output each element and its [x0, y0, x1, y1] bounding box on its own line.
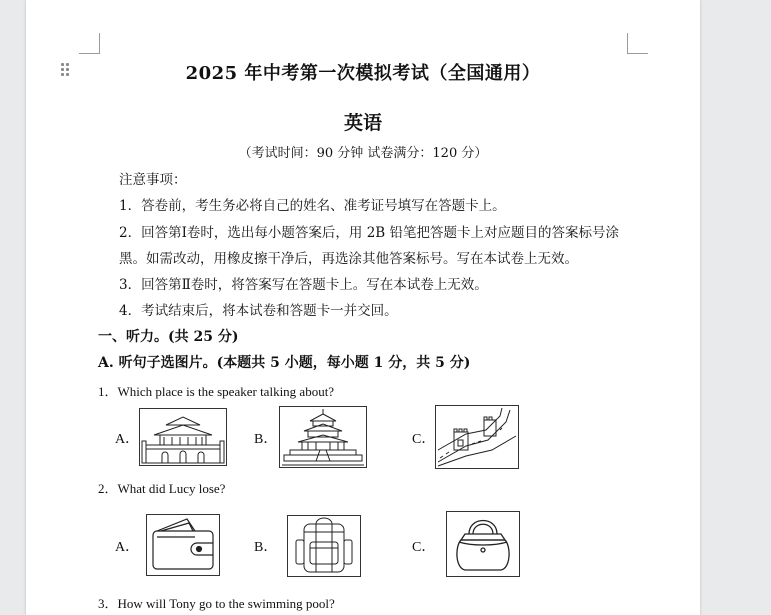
- notice-item-2: 2．回答第Ⅰ卷时，选出每小题答案后，用 2B 铅笔把答题卡上对应题目的答案标号涂: [119, 225, 620, 241]
- exam-title: 2025 年中考第一次模拟考试（全国通用）: [185, 63, 541, 84]
- document-page: [26, 0, 700, 615]
- backpack-image[interactable]: [287, 515, 361, 577]
- margin-corner-top-left: [79, 33, 100, 54]
- notice-item-4: 4．考试结束后，将本试卷和答题卡一并交回。: [119, 303, 398, 319]
- question-3-text: 3．How will Tony go to the swimming pool?: [98, 596, 335, 611]
- q1-option-c-label[interactable]: C．: [412, 432, 436, 447]
- handbag-image[interactable]: [446, 511, 520, 577]
- wallet-image[interactable]: [146, 514, 220, 576]
- exam-time-info: （考试时间：90 分钟 试卷满分：120 分）: [238, 146, 488, 161]
- q2-option-a-label[interactable]: A．: [115, 540, 140, 555]
- great-wall-image[interactable]: [435, 405, 519, 469]
- question-1-text: 1．Which place is the speaker talking about?: [98, 384, 335, 399]
- margin-corner-top-right: [627, 33, 648, 54]
- notice-heading: 注意事项：: [119, 172, 187, 188]
- tiananmen-gate-image[interactable]: [139, 408, 227, 466]
- q2-option-c-label[interactable]: C．: [412, 540, 436, 555]
- notice-item-2-cont: 黑。如需改动，用橡皮擦干净后，再选涂其他答案标号。写在本试卷上无效。: [119, 251, 578, 267]
- q1-option-b-label[interactable]: B．: [254, 432, 278, 447]
- notice-item-3: 3．回答第Ⅱ卷时，将答案写在答题卡上。写在本试卷上无效。: [119, 277, 488, 293]
- temple-of-heaven-image[interactable]: [279, 406, 367, 468]
- question-2-text: 2．What did Lucy lose?: [98, 481, 226, 496]
- exam-subject: 英语: [343, 112, 382, 134]
- section-heading: 一、听力。(共 25 分): [98, 329, 239, 345]
- part-a-heading: A. 听句子选图片。(本题共 5 小题，每小题 1 分，共 5 分): [98, 355, 471, 371]
- notice-item-1: 1．答卷前，考生务必将自己的姓名、准考证号填写在答题卡上。: [119, 198, 506, 214]
- q1-option-a-label[interactable]: A．: [115, 432, 140, 447]
- q2-option-b-label[interactable]: B．: [254, 540, 278, 555]
